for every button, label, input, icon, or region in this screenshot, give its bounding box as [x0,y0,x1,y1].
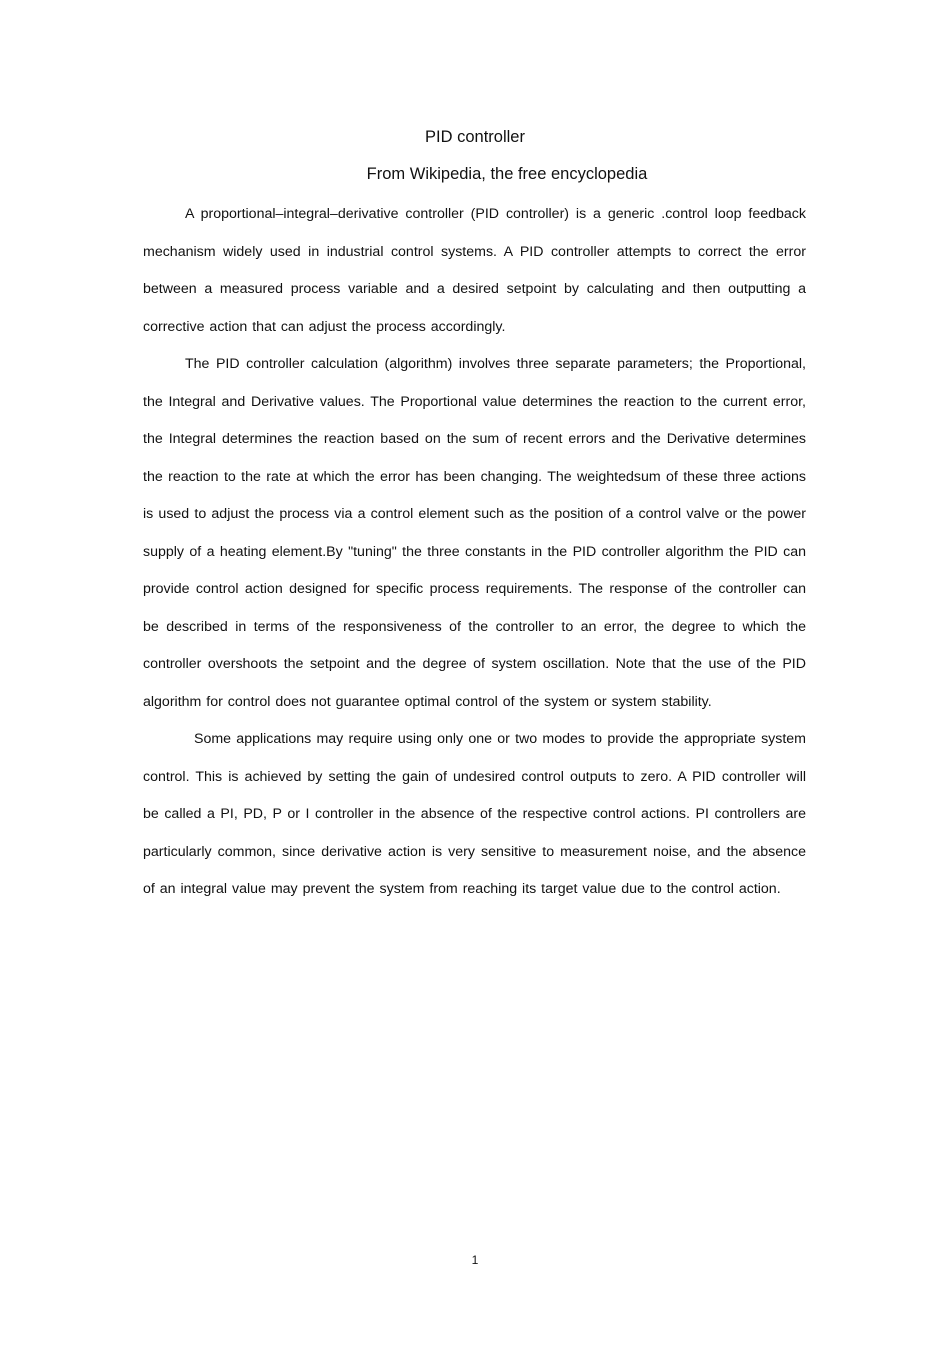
document-body [143,196,806,909]
document-title: PID controller [425,128,525,146]
paragraph-applications: Some applications may require using only one or two modes to provide the appropriate system control. This is achieved by setting the gain of undesired control outputs to zero. A PID controller will be called a PI, PD, P or I controller in the absence of the respective control actions. PI controllers are particularly common, since derivative action is very sensitive to measurement noise, and the absence of an integral value may prevent the system from reaching its target value due to the control action. [143,731,806,897]
document-subtitle: From Wikipedia, the free encyclopedia [366,165,648,183]
paragraph-intro: A proportional–integral–derivative controller (PID controller) is a generic .control loop feedback mechanism widely used in industrial control systems. A PID controller attempts to correct the error between a measured process variable and a desired setpoint by calculating and then outputting a corrective action that can adjust the process accordingly. [143,206,806,335]
paragraph-algorithm: The PID controller calculation (algorithm) involves three separate parameters; the Proportional, the Integral and Derivative values. The Proportional value determines the reaction to the current error, the Integral determines the reaction based on the sum of recent errors and the Derivative determines the reaction to the rate at which the error has been changing. The weightedsum of these three actions is used to adjust the process via a control element such as the position of a control valve or the power supply of a heating element.By "tuning" the three constants in the PID controller algorithm the PID can provide control action designed for specific process requirements. The response of the controller can be described in terms of the responsiveness of the controller to an error, the degree to which the controller overshoots the setpoint and the degree of system oscillation. Note that the use of the PID algorithm for control does not guarantee optimal control of the system or system stability. [143,356,806,710]
page-number: 1 [471,1253,479,1267]
